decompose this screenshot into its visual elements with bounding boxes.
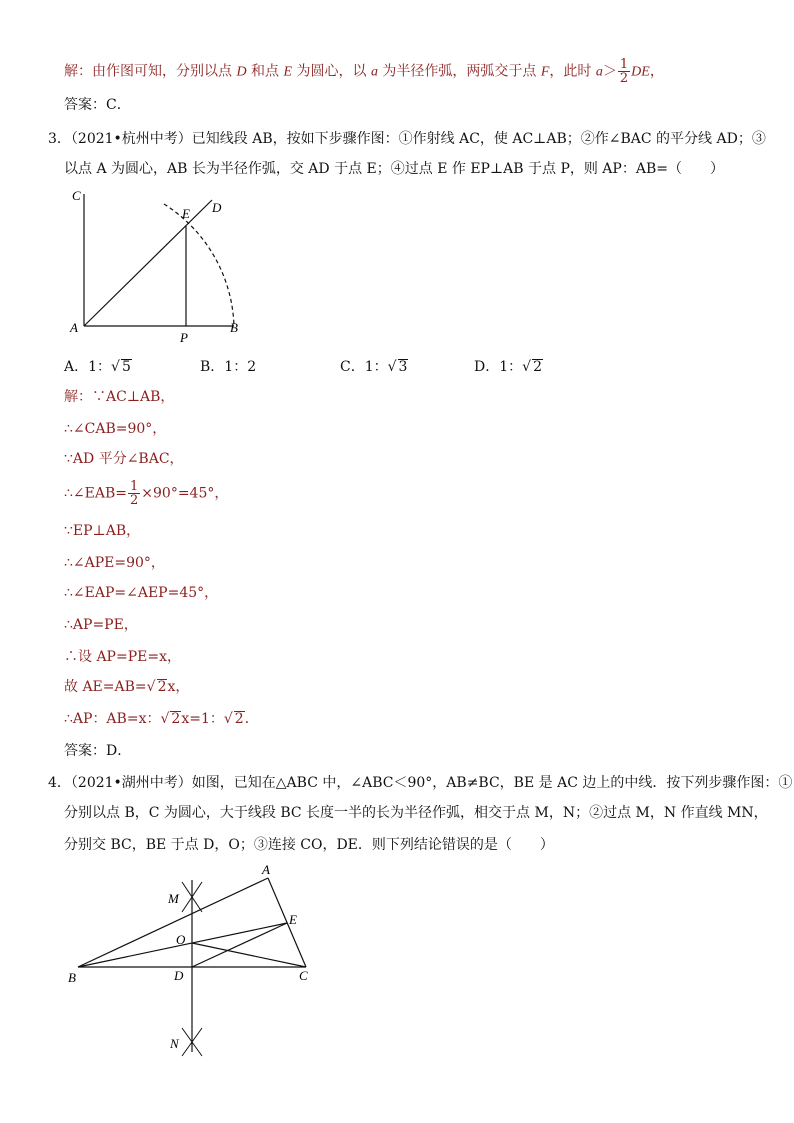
q3-sol-10: 故 AE=AB=√ 2x， bbox=[64, 679, 190, 695]
fraction bbox=[128, 480, 140, 507]
fraction bbox=[618, 58, 630, 85]
radicand: 2 bbox=[171, 711, 181, 727]
q3-figure bbox=[60, 186, 260, 346]
q2-sol-var: a bbox=[370, 64, 378, 80]
q2-sol-text: ，此时 bbox=[549, 63, 596, 80]
label-p: P bbox=[180, 330, 188, 345]
label-b: B bbox=[68, 970, 76, 985]
q3-sol-8: ∴AP=PE， bbox=[64, 617, 138, 633]
option-a[interactable]: A．1：√ 5 bbox=[64, 359, 131, 375]
label-n: N bbox=[170, 1036, 179, 1051]
option-text: A．1： bbox=[64, 359, 112, 375]
fraction-numerator: 1 bbox=[130, 479, 139, 494]
q3-stem-line2: 以点 A 为圆心，AB 长为半径作弧，交 AD 于点 E；④过点 E 作 EP⊥AB 于点 P，则 AP：AB=（ ） bbox=[64, 161, 724, 177]
option-text: C．1： bbox=[340, 359, 388, 375]
ray-ad bbox=[84, 200, 212, 326]
q4-stem-line1: 4．（2021•湖州中考）如图，已知在△ABC 中，∠ABC＜90°，AB≠BC，BE 是 AC 边上的中线．按下列步骤作图：① bbox=[48, 775, 793, 791]
q3-sol-11: ∴AP：AB=x：√ 2x=1：√ 2． bbox=[64, 711, 259, 727]
segment-co bbox=[192, 943, 306, 967]
q3-sol-2: ∴∠CAB=90°， bbox=[64, 421, 167, 437]
q3-sol-text: x=1： bbox=[181, 711, 224, 727]
q2-sol-text: 和点 bbox=[246, 63, 284, 80]
label-c: C bbox=[72, 188, 81, 203]
fraction-denominator: 2 bbox=[619, 71, 629, 86]
q2-sol-var: DE bbox=[631, 64, 650, 80]
radicand: 5 bbox=[121, 359, 131, 375]
q2-sol-text: ， bbox=[649, 63, 664, 80]
segment-ac bbox=[268, 878, 306, 967]
q2-sol-text: ＞ bbox=[602, 63, 617, 80]
q3-sol-1: 解：∵AC⊥AB， bbox=[64, 389, 175, 405]
q3-stem-line1: 3．（2021•杭州中考）已知线段 AB，按如下步骤作图：①作射线 AC，使 AC⊥AB；②作∠BAC 的平分线 AD；③ bbox=[48, 131, 766, 147]
q3-sol-6: ∴∠APE=90°， bbox=[64, 555, 165, 571]
q2-answer: 答案：C． bbox=[64, 97, 131, 113]
label-d: D bbox=[174, 968, 184, 983]
q4-figure bbox=[60, 860, 330, 1060]
arc-dashed bbox=[164, 204, 234, 326]
q4-stem-line2: 分别以点 B，C 为圆心，大于线段 BC 长度一半的长为半径作弧，相交于点 M，N；②过点 M，N 作直线 MN， bbox=[64, 805, 768, 821]
label-e: E bbox=[289, 912, 297, 927]
q3-sol-5: ∵EP⊥AB， bbox=[64, 523, 141, 539]
q2-sol-var: E bbox=[283, 64, 293, 80]
q3-sol-text: 故 AE=AB= bbox=[64, 679, 147, 695]
option-b[interactable]: B．1：2 bbox=[200, 359, 257, 375]
radicand: 3 bbox=[398, 359, 408, 375]
option-d[interactable]: D．1：√ 2 bbox=[474, 359, 542, 375]
q2-solution bbox=[64, 58, 664, 85]
option-c[interactable]: C．1：√ 3 bbox=[340, 359, 408, 375]
label-b: B bbox=[230, 320, 238, 335]
q4-stem-line3: 分别交 BC，BE 于点 D，O；③连接 CO，DE．则下列结论错误的是（ ） bbox=[64, 837, 554, 853]
q3-sol-text: ∴AP：AB=x： bbox=[64, 711, 161, 727]
q2-sol-text: 解：由作图可知，分别以点 bbox=[64, 63, 237, 80]
q3-sol-4 bbox=[64, 480, 228, 507]
label-c: C bbox=[299, 968, 308, 983]
label-a: A bbox=[70, 320, 78, 335]
label-d: D bbox=[212, 200, 222, 215]
q3-sol-text: x， bbox=[167, 679, 190, 695]
label-a: A bbox=[262, 862, 270, 877]
q2-sol-var: F bbox=[540, 64, 550, 80]
fraction-denominator: 2 bbox=[130, 493, 139, 508]
q2-sol-text: 为圆心，以 bbox=[292, 63, 371, 80]
q3-sol-3: ∵AD 平分∠BAC， bbox=[64, 451, 184, 467]
q2-sol-var: D bbox=[236, 64, 247, 80]
q3-sol-text: ∴∠EAB= bbox=[64, 485, 127, 502]
fraction-numerator: 1 bbox=[619, 57, 629, 72]
label-o: O bbox=[176, 932, 186, 947]
q3-sol-7: ∴∠EAP=∠AEP=45°， bbox=[64, 585, 219, 601]
q2-sol-var: a bbox=[595, 64, 603, 80]
q3-sol-text: ×90°=45°， bbox=[141, 485, 229, 502]
q3-sol-text: ． bbox=[244, 711, 259, 727]
label-e: E bbox=[182, 206, 190, 221]
radicand: 2 bbox=[533, 359, 542, 375]
label-m: M bbox=[168, 891, 179, 906]
option-text: D．1： bbox=[474, 359, 523, 375]
q3-answer: 答案：D． bbox=[64, 743, 132, 759]
q3-sol-9: ∴设 AP=PE=x， bbox=[64, 649, 181, 665]
radicand: 2 bbox=[234, 711, 244, 727]
radicand: 2 bbox=[157, 679, 167, 695]
q2-sol-text: 为半径作弧，两弧交于点 bbox=[377, 63, 541, 80]
